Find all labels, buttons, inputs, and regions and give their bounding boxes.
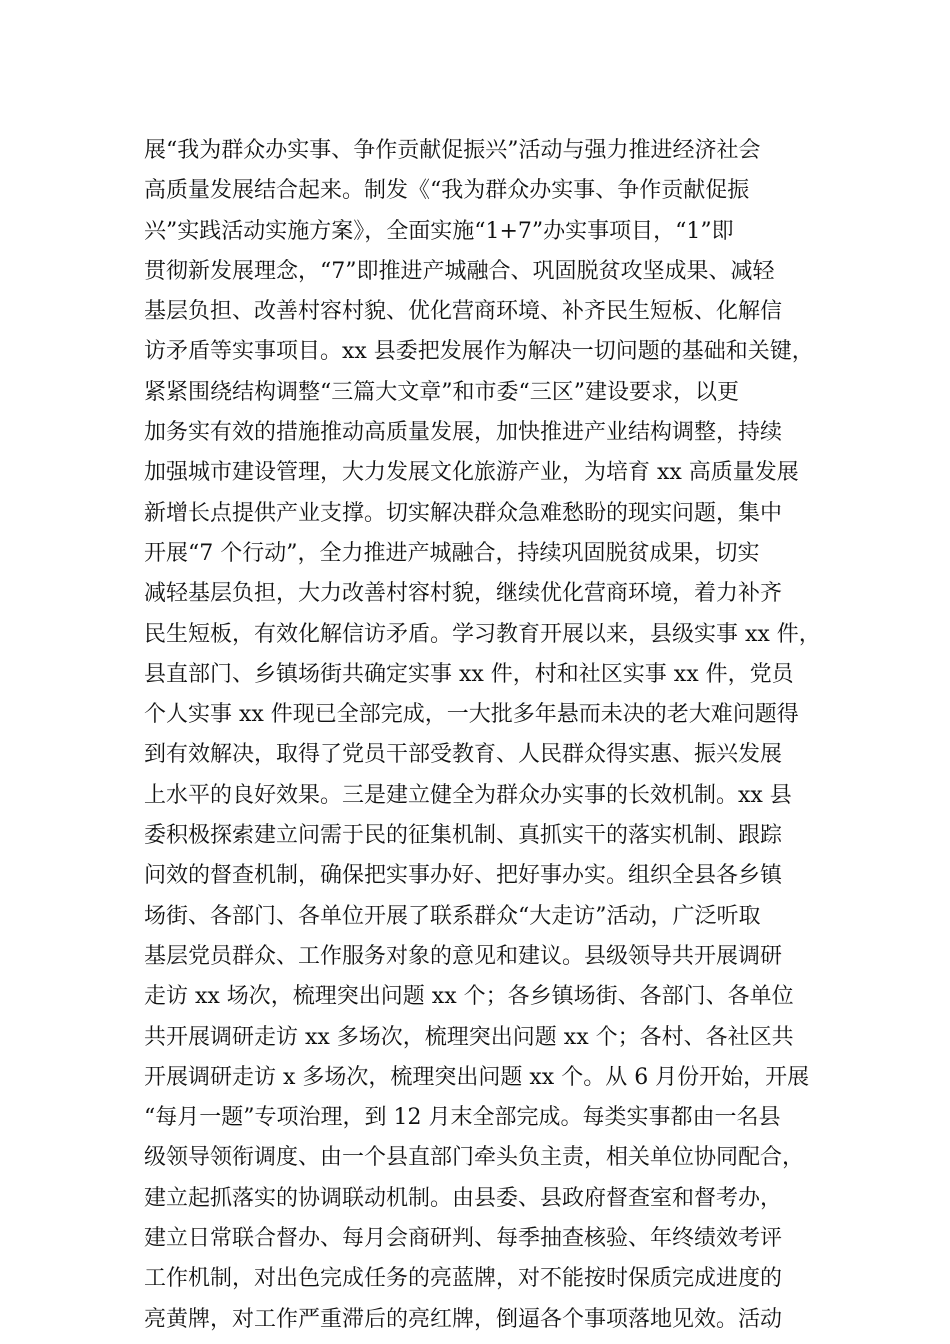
text-line: 共开展调研走访 xx 多场次，梳理突出问题 xx 个；各村、各社区共 xyxy=(144,1024,794,1050)
text-line: 贯彻新发展理念，“7”即推进产城融合、巩固脱贫攻坚成果、减轻 xyxy=(144,258,775,284)
text-line: 紧紧围绕结构调整“三篇大文章”和市委“三区”建设要求，以更 xyxy=(144,379,739,405)
text-line: 展“我为群众办实事、争作贡献促振兴”活动与强力推进经济社会 xyxy=(144,138,761,163)
text-line: 加强城市建设管理，大力发展文化旅游产业，为培育 xx 高质量发展 xyxy=(144,460,799,486)
text-line: 建立日常联合督办、每月会商研判、每季抽查核验、年终绩效考评 xyxy=(144,1226,783,1252)
text-line: 民生短板，有效化解信访矛盾。学习教育开展以来，县级实事 xx 件， xyxy=(144,621,821,647)
text-line: 访矛盾等实事项目。xx 县委把发展作为解决一切问题的基础和关键， xyxy=(144,339,814,365)
text-line: 建立起抓落实的协调联动机制。由县委、县政府督查室和督考办， xyxy=(144,1185,783,1211)
text-line: 基层负担、改善村容村貌、优化营商环境、补齐民生短板、化解信 xyxy=(144,299,783,325)
text-line: 开展调研走访 x 多场次，梳理突出问题 xx 个。从 6 月份开始，开展 xyxy=(144,1064,810,1090)
text-line: 工作机制，对出色完成任务的亮蓝牌，对不能按时保质完成进度的 xyxy=(144,1266,783,1292)
text-line: 兴”实践活动实施方案》，全面实施“1+7”办实事项目，“1”即 xyxy=(144,218,734,244)
text-line: 委积极探索建立问需于民的征集机制、真抓实干的落实机制、跟踪 xyxy=(144,823,783,849)
text-line: 新增长点提供产业支撑。切实解决群众急难愁盼的现实问题，集中 xyxy=(144,500,783,526)
text-line: 级领导领衔调度、由一个县直部门牵头负主责，相关单位协同配合， xyxy=(144,1145,805,1171)
body-text xyxy=(144,131,844,1340)
text-line: 亮黄牌，对工作严重滞后的亮红牌，倒逼各个事项落地见效。活动 xyxy=(144,1306,783,1332)
text-line: 高质量发展结合起来。制发《“我为群众办实事、争作贡献促振 xyxy=(144,178,750,204)
text-line: 开展“7 个行动”，全力推进产城融合，持续巩固脱贫成果，切实 xyxy=(144,540,760,566)
text-line: 基层党员群众、工作服务对象的意见和建议。县级领导共开展调研 xyxy=(144,943,783,969)
text-line: 问效的督查机制，确保把实事办好、把好事办实。组织全县各乡镇 xyxy=(144,863,783,889)
text-line: 个人实事 xx 件现已全部完成，一大批多年悬而未决的老大难问题得 xyxy=(144,702,799,728)
text-line: “每月一题”专项治理，到 12 月末全部完成。每类实事都由一名县 xyxy=(144,1105,781,1131)
text-line: 县直部门、乡镇场街共确定实事 xx 件，村和社区实事 xx 件，党员 xyxy=(144,661,794,687)
text-line: 加务实有效的措施推动高质量发展，加快推进产业结构调整，持续 xyxy=(144,420,783,446)
text-line: 走访 xx 场次，梳理突出问题 xx 个；各乡镇场街、各部门、各单位 xyxy=(144,984,794,1010)
text-line: 上水平的良好效果。三是建立健全为群众办实事的长效机制。xx 县 xyxy=(144,782,792,808)
text-line: 到有效解决，取得了党员干部受教育、人民群众得实惠、振兴发展 xyxy=(144,742,783,768)
text-line: 减轻基层负担，大力改善村容村貌，继续优化营商环境，着力补齐 xyxy=(144,581,783,607)
text-line: 场街、各部门、各单位开展了联系群众“大走访”活动，广泛听取 xyxy=(144,903,761,929)
